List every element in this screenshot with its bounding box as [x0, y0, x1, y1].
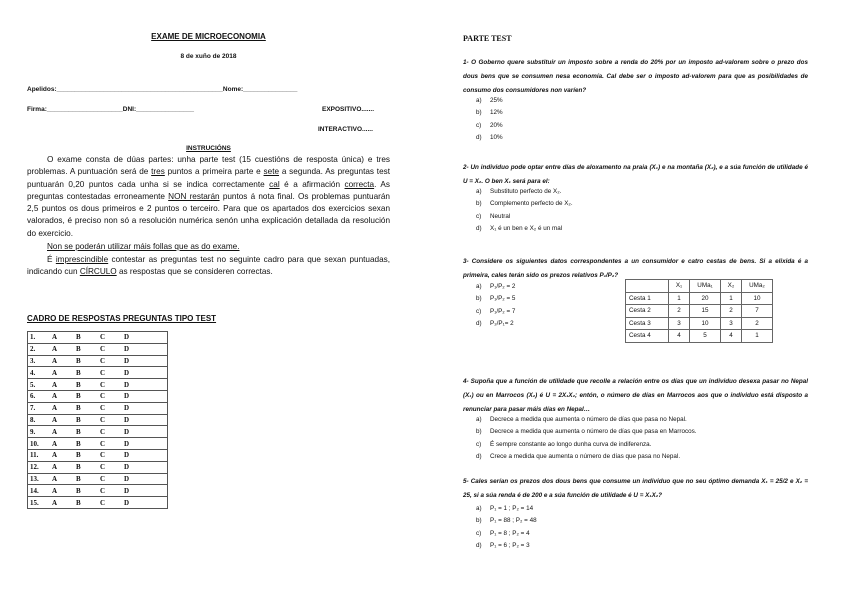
answer-option-b[interactable]: B — [74, 414, 98, 426]
answer-row — [28, 473, 168, 485]
answer-option-c[interactable]: C — [98, 343, 122, 355]
table-cell: 10 — [690, 317, 721, 330]
table-row — [626, 330, 773, 343]
answer-row — [28, 343, 168, 355]
option-text: 20% — [490, 121, 503, 129]
text: correcta — [344, 179, 375, 189]
option-text: P₁/P₂ = 5 — [490, 295, 516, 303]
option-text: P₁ = 6 ; P₂ = 3 — [490, 542, 530, 550]
option-letter: d) — [476, 453, 482, 461]
answer-option-b[interactable]: B — [74, 497, 98, 509]
interactivo-label: INTERACTIVO...... — [318, 126, 373, 133]
answer-option-c[interactable]: C — [98, 367, 122, 379]
answer-option-a[interactable]: A — [50, 461, 74, 473]
instructions-heading: INSTRUCIÓNS — [186, 145, 231, 152]
option-item[interactable] — [476, 186, 573, 198]
text: tres — [151, 167, 165, 177]
answer-row — [28, 367, 168, 379]
option-item[interactable] — [476, 107, 503, 119]
answer-option-d[interactable]: D — [122, 426, 168, 438]
question-5-options — [476, 503, 537, 553]
question-3: 3- Considere os siguientes datos correspondentes a un consumidor e catro cestas de bens. Si a elixida é a primeira, cales terán sido os prezos relativos P₁/P₂? — [463, 258, 808, 279]
answer-option-b[interactable]: B — [74, 402, 98, 414]
option-item[interactable] — [476, 306, 515, 318]
option-letter: a) — [476, 188, 482, 195]
table-cell: 20 — [690, 292, 721, 305]
table-cell: 15 — [690, 305, 721, 318]
table-cell: 2 — [669, 305, 690, 318]
answer-option-d[interactable]: D — [122, 438, 168, 450]
answer-option-d[interactable]: D — [122, 473, 168, 485]
table-row — [626, 305, 773, 318]
answer-option-a[interactable]: A — [50, 379, 74, 391]
answer-option-c[interactable]: C — [98, 449, 122, 461]
answer-option-a[interactable]: A — [50, 426, 74, 438]
option-text: Decrece a medida que aumenta o número de días que pasa en Marrocos. — [490, 428, 697, 436]
answer-option-b[interactable]: B — [74, 449, 98, 461]
option-letter: b) — [476, 517, 482, 525]
answer-option-c[interactable]: C — [98, 332, 122, 344]
option-letter: b) — [476, 295, 482, 303]
option-text: P₁ = 8 ; P₂ = 4 — [490, 529, 530, 537]
option-item[interactable] — [476, 95, 503, 107]
answer-row — [28, 355, 168, 367]
question-1-options — [476, 95, 503, 145]
option-text: P₁ = 88 ; P₂ = 48 — [490, 517, 537, 525]
answer-option-d[interactable]: D — [122, 343, 168, 355]
option-text: Crece a medida que aumenta o número de días que pasa no Nepal. — [490, 453, 681, 461]
table-cell: UMa₁ — [690, 280, 721, 293]
option-item[interactable] — [476, 132, 503, 144]
answer-option-a[interactable]: A — [50, 367, 74, 379]
question-number: 3. — [28, 355, 51, 367]
option-text: 12% — [490, 109, 503, 117]
table-cell: 4 — [669, 330, 690, 343]
table-cell: 3 — [721, 317, 742, 330]
option-letter: c) — [476, 529, 482, 537]
option-letter: c) — [476, 307, 482, 315]
answer-option-c[interactable]: C — [98, 414, 122, 426]
table-cell: X₂ — [721, 280, 742, 293]
answer-option-b[interactable]: B — [74, 332, 98, 344]
answer-option-b[interactable]: B — [74, 426, 98, 438]
answer-row — [28, 414, 168, 426]
option-letter: b) — [476, 428, 482, 436]
text: cal — [269, 179, 280, 189]
question-number: 13. — [28, 473, 51, 485]
text: O exame consta de dúas partes: unha parte test (15 cuestións de resposta única) e tres problemas. A puntuación será de — [27, 155, 390, 177]
answer-table-heading: CADRO DE RESPOSTAS PREGUNTAS TIPO TEST — [27, 314, 217, 323]
option-letter: d) — [476, 320, 482, 328]
question-4-options — [476, 414, 697, 464]
answer-option-c[interactable]: C — [98, 402, 122, 414]
firma-dni-field[interactable]: Firma:_____________________DNI:________________ — [27, 106, 194, 113]
exam-date: 8 de xuño de 2018 — [180, 53, 237, 60]
option-text: Substituto perfecto de X₂. — [490, 188, 562, 195]
option-text: P₂/P₁= 2 — [490, 320, 514, 328]
answer-option-d[interactable]: D — [122, 449, 168, 461]
option-letter: a) — [476, 416, 482, 423]
answer-option-b[interactable]: B — [74, 367, 98, 379]
question-number: 7. — [28, 402, 51, 414]
answer-option-a[interactable]: A — [50, 355, 74, 367]
question-3-options — [476, 281, 515, 331]
option-text: P₁ = 1 ; P₂ = 14 — [490, 505, 534, 512]
option-item[interactable] — [476, 211, 573, 223]
option-item[interactable] — [476, 426, 697, 438]
answer-row — [28, 426, 168, 438]
option-letter: b) — [476, 109, 482, 117]
table-cell: Cesta 3 — [626, 317, 669, 330]
question-5: 5- Cales serían os prezos dos dous bens que consume un individuo que no seu óptimo demanda X₁ = 25/2 e X₂ = 25, si a súa renda é de 200 e a súa función de utilidade é U = X₁X₂? — [463, 478, 808, 499]
question-number: 9. — [28, 426, 51, 438]
text: imprescindible — [55, 255, 109, 264]
answer-option-b[interactable]: B — [74, 390, 98, 402]
answer-option-a[interactable]: A — [50, 497, 74, 509]
text: CÍRCULO — [79, 267, 117, 277]
option-letter: d) — [476, 542, 482, 550]
answer-option-a[interactable]: A — [50, 473, 74, 485]
answer-row — [28, 379, 168, 391]
option-text: P₁/P₂ = 7 — [490, 307, 516, 315]
answer-row — [28, 332, 168, 344]
text: sete — [263, 167, 280, 177]
option-text: 25% — [490, 97, 503, 104]
question-number: 11. — [28, 449, 51, 461]
question-number: 5. — [28, 379, 51, 391]
table-cell: Cesta 2 — [626, 305, 669, 318]
answer-option-a[interactable]: A — [50, 438, 74, 450]
answer-row — [28, 390, 168, 402]
question-number: 8. — [28, 414, 51, 426]
option-letter: d) — [476, 225, 482, 233]
option-item[interactable] — [476, 318, 515, 330]
answer-option-a[interactable]: A — [50, 402, 74, 414]
table-cell: Cesta 1 — [626, 292, 669, 305]
table-cell — [626, 280, 669, 293]
table-row — [626, 292, 773, 305]
exam-title: EXAME DE MICROECONOMIA — [151, 32, 266, 41]
answer-option-c[interactable]: C — [98, 379, 122, 391]
answer-option-b[interactable]: B — [74, 473, 98, 485]
question-2: 2- Un individuo pode optar entre días de aloxamento na praia (X₁) e na montaña (X₂), e a súa función de utilidade é U = X₂. O ben X₁ será para el: — [463, 164, 808, 185]
answer-option-b[interactable]: B — [74, 461, 98, 473]
option-letter: a) — [476, 97, 482, 104]
option-item[interactable] — [476, 515, 537, 527]
baskets-table — [625, 279, 773, 343]
option-item[interactable] — [476, 439, 697, 451]
option-item[interactable] — [476, 540, 537, 552]
test-part-heading: PARTE TEST — [463, 34, 512, 43]
apelidos-nome-field[interactable]: Apelidos:______________________________________________Nome:_______________ — [27, 86, 298, 93]
answer-table — [27, 331, 168, 509]
answer-option-c[interactable]: C — [98, 461, 122, 473]
table-cell: 5 — [690, 330, 721, 343]
answer-option-c[interactable]: C — [98, 355, 122, 367]
answer-option-b[interactable]: B — [74, 355, 98, 367]
option-item[interactable] — [476, 293, 515, 305]
answer-row — [28, 461, 168, 473]
option-text: Neutral — [490, 212, 511, 220]
option-item[interactable] — [476, 414, 697, 426]
option-letter: d) — [476, 134, 482, 142]
question-number: 12. — [28, 461, 51, 473]
text: as respostas que se consideren correctas. — [116, 267, 273, 277]
table-cell: Cesta 4 — [626, 330, 669, 343]
option-letter: c) — [476, 121, 482, 129]
option-text: P₁/P₂ = 2 — [490, 283, 516, 290]
question-number: 10. — [28, 438, 51, 450]
option-item[interactable] — [476, 223, 573, 235]
answer-row — [28, 485, 168, 497]
instructions-paragraph — [27, 154, 390, 240]
option-text: 10% — [490, 134, 503, 142]
answer-option-a[interactable]: A — [50, 343, 74, 355]
answer-option-d[interactable]: D — [122, 402, 168, 414]
text: . As preguntas contestadas erroneamente — [27, 179, 390, 201]
question-number: 6. — [28, 390, 51, 402]
table-cell: 1 — [721, 292, 742, 305]
answer-option-a[interactable]: A — [50, 485, 74, 497]
answer-option-b[interactable]: B — [74, 343, 98, 355]
table-cell: 3 — [669, 317, 690, 330]
option-letter: a) — [476, 283, 482, 290]
answer-option-d[interactable]: D — [122, 497, 168, 509]
option-text: É sempre constante ao longo dunha curva de indiferenza. — [490, 440, 652, 448]
table-cell: X₁ — [669, 280, 690, 293]
table-row — [626, 280, 773, 293]
answer-option-d[interactable]: D — [122, 390, 168, 402]
option-item[interactable] — [476, 120, 503, 132]
answer-option-c[interactable]: C — [98, 497, 122, 509]
answer-option-d[interactable]: D — [122, 355, 168, 367]
table-cell: 1 — [669, 292, 690, 305]
no-extra-sheets-note — [27, 241, 390, 253]
option-item[interactable] — [476, 528, 537, 540]
answer-option-d[interactable]: D — [122, 461, 168, 473]
question-1: 1- O Goberno quere substituir un imposto sobre a renda do 20% por un imposto ad-valorem sobre o prezo dos dous bens que se consumen nesa economía. Cal debe ser o imposto ad-valorem para que as posibilidades de consumo dos consumidores non varíen? — [463, 59, 808, 94]
question-number: 15. — [28, 497, 51, 509]
text: contestar as preguntas test no seguinte cadro para que sexan puntuadas, indicando cun — [27, 255, 390, 277]
answer-option-d[interactable]: D — [122, 332, 168, 344]
answer-option-a[interactable]: A — [50, 449, 74, 461]
table-cell: 4 — [721, 330, 742, 343]
answer-option-a[interactable]: A — [50, 414, 74, 426]
answer-option-a[interactable]: A — [50, 390, 74, 402]
answer-row — [28, 402, 168, 414]
option-letter: c) — [476, 440, 482, 448]
answer-option-d[interactable]: D — [122, 379, 168, 391]
option-item[interactable] — [476, 198, 573, 210]
question-4: 4- Supoña que a función de utilidade que recolle a relación entre os días que un individuo desexa pasar no Nepal (X₁) ou en Marrocos (X₂) é U = 2X₁X₂; entón, o número de días en Marrocos aos que o individuo está disposto a renunciar para pasar máis días en Nepal… — [463, 378, 808, 413]
option-item[interactable] — [476, 503, 537, 515]
table-cell: 2 — [742, 317, 773, 330]
option-letter: a) — [476, 505, 482, 512]
answer-option-b[interactable]: B — [74, 485, 98, 497]
answer-option-c[interactable]: C — [98, 485, 122, 497]
question-2-options — [476, 186, 573, 236]
question-number: 14. — [28, 485, 51, 497]
answer-row — [28, 449, 168, 461]
answer-option-c[interactable]: C — [98, 438, 122, 450]
table-cell: UMa₂ — [742, 280, 773, 293]
table-row — [626, 317, 773, 330]
answer-option-a[interactable]: A — [50, 332, 74, 344]
table-cell: 7 — [742, 305, 773, 318]
table-cell: 1 — [742, 330, 773, 343]
text: puntos a primeira parte e — [164, 167, 264, 177]
option-text: X₁ é un ben e X₂ é un mal — [490, 225, 563, 233]
expositivo-label: EXPOSITIVO....... — [322, 106, 375, 113]
option-text: Complemento perfecto de X₂. — [490, 200, 573, 208]
answer-row — [28, 438, 168, 450]
answer-option-d[interactable]: D — [122, 414, 168, 426]
option-item[interactable] — [476, 451, 697, 463]
option-text: Decrece a medida que aumenta o número de días que pasa no Nepal. — [490, 416, 687, 423]
text: a segunda. As preguntas test puntuarán 0,20 puntos cada unha si se indica correctamente — [27, 167, 390, 189]
question-number: 1. — [28, 332, 51, 344]
answer-option-c[interactable]: C — [98, 426, 122, 438]
answer-option-d[interactable]: D — [122, 485, 168, 497]
option-item[interactable] — [476, 281, 515, 293]
text: é a afirmación — [279, 179, 345, 189]
option-letter: b) — [476, 200, 482, 208]
text: Non se poderán utilizar máis follas que as do exame. — [47, 242, 240, 251]
question-number: 4. — [28, 367, 51, 379]
answer-row — [28, 497, 168, 509]
option-letter: c) — [476, 212, 482, 220]
table-cell: 2 — [721, 305, 742, 318]
answer-instructions — [27, 254, 390, 279]
answer-option-b[interactable]: B — [74, 438, 98, 450]
text: puntos á nota final. Os problemas puntuarán 2,5 puntos os dous primeiros e 2 puntos o terceiro. Para que os apartados dos exercicios sexan valorados, é preciso non só a resolución numérica senón unha explicación detallada da resolución do exercicio. — [27, 191, 390, 238]
answer-option-d[interactable]: D — [122, 367, 168, 379]
text: NON restarán — [168, 191, 220, 201]
table-cell: 10 — [742, 292, 773, 305]
answer-option-b[interactable]: B — [74, 379, 98, 391]
question-number: 2. — [28, 343, 51, 355]
text: É — [47, 255, 56, 264]
answer-option-c[interactable]: C — [98, 473, 122, 485]
answer-option-c[interactable]: C — [98, 390, 122, 402]
